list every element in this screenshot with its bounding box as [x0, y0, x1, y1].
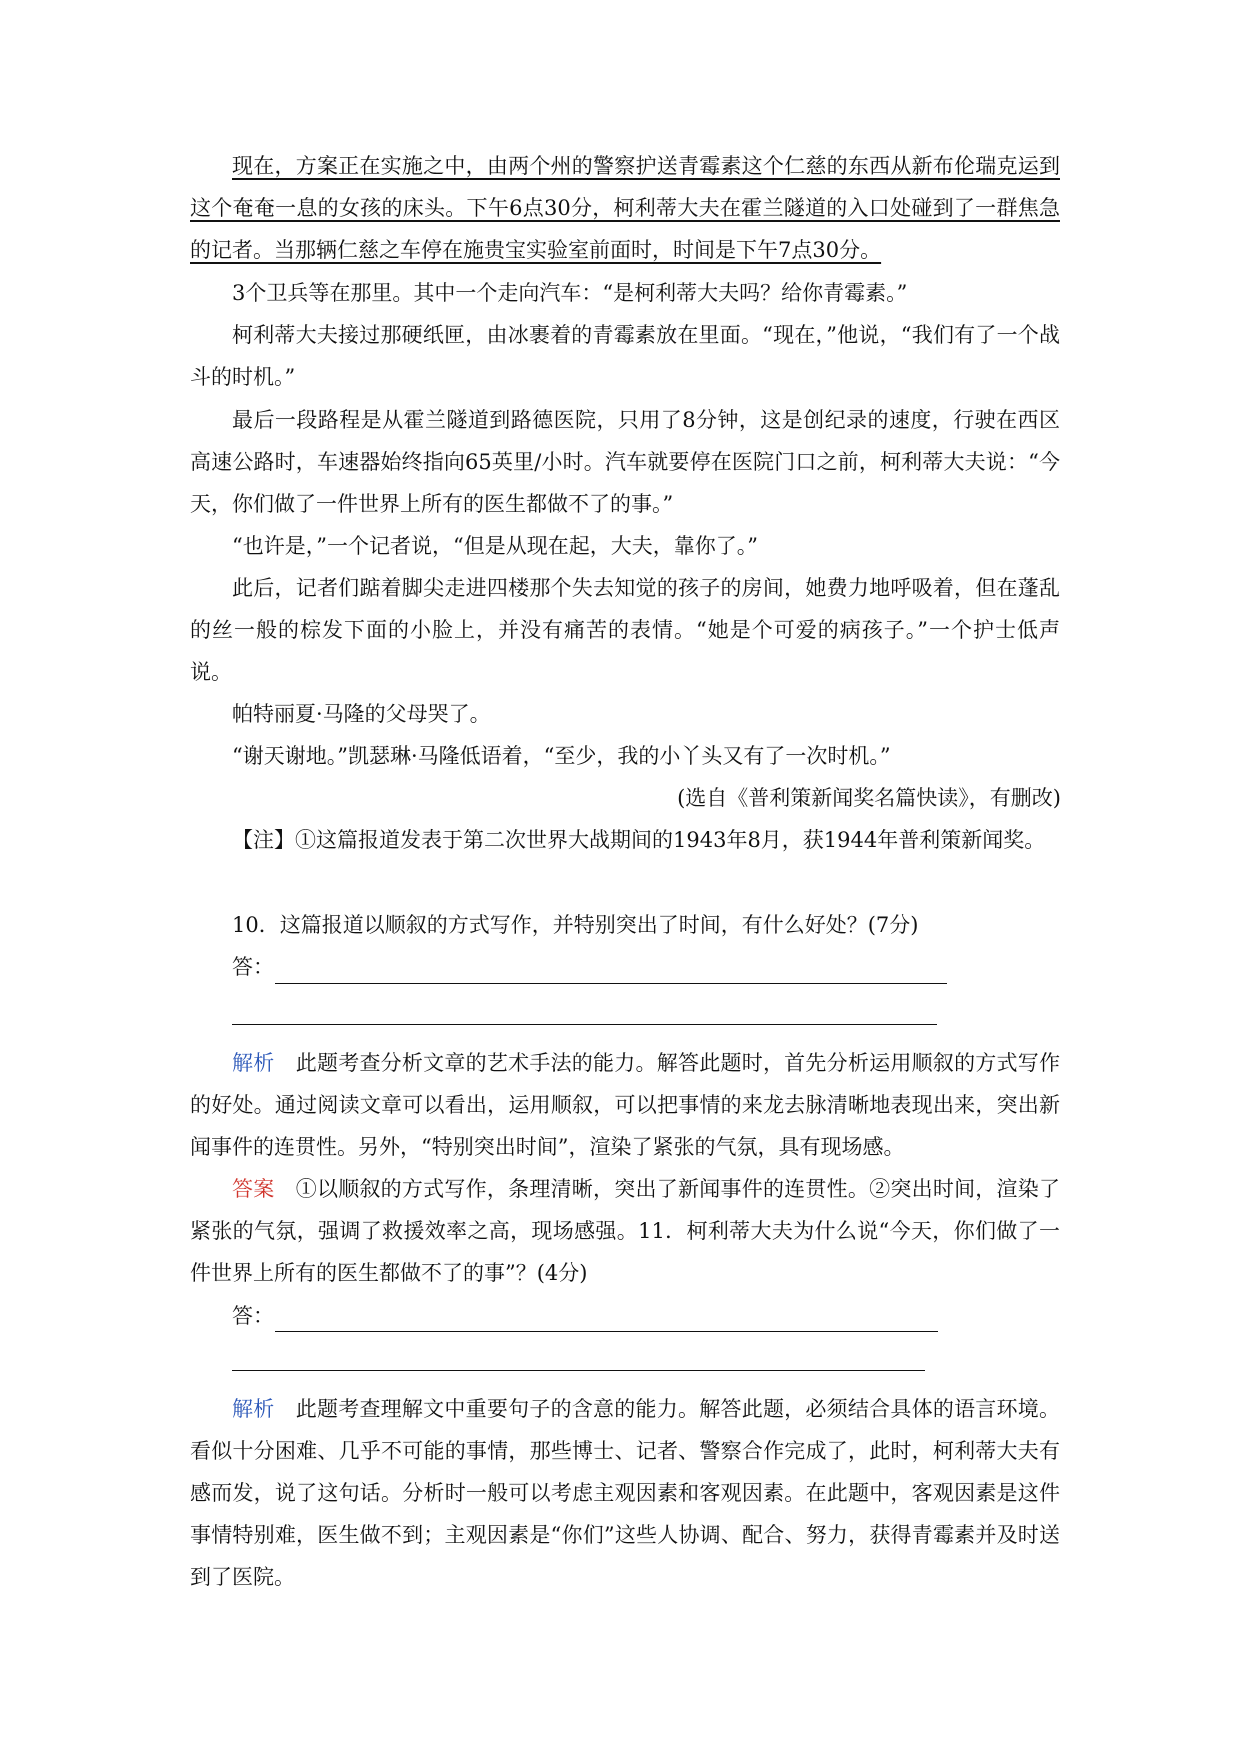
q10-answer-line-2[interactable] — [232, 1024, 937, 1025]
q11-answer-label: 答： — [232, 1304, 274, 1328]
passage-paragraph-2: 3个卫兵等在那里。其中一个走向汽车：“是柯利蒂大夫吗？给你青霉素。” — [232, 281, 908, 305]
passage-paragraph-7: 帕特丽夏·马隆的父母哭了。 — [232, 702, 491, 726]
q11-analysis — [190, 1388, 1060, 1598]
q11-analysis-text: 此题考查理解文中重要句子的含意的能力。解答此题，必须结合具体的语言环境。看似十分困难、几乎不可能的事情，那些博士、记者、警察合作完成了，此时，柯利蒂大夫有感而发，说了这句话。分析时一般可以考虑主观因素和客观因素。在此题中，客观因素是这件事情特别难，医生做不到；主观因素是“你们”这些人协调、配合、努力，获得青霉素并及时送到了医院。 — [190, 1397, 1061, 1589]
passage-source: (选自《普利策新闻奖名篇快读》，有删改) — [677, 786, 1061, 810]
q10-key-text: ①以顺叙的方式写作，条理清晰，突出了新闻事件的连贯性。②突出时间，渲染了紧张的气氛，强调了救援效率之高，现场感强。11．柯利蒂大夫为什么说“今天，你们做了一件世界上所有的医生都做不了的事”？(4分) — [190, 1177, 1061, 1285]
passage-paragraph-8: “谢天谢地。”凯瑟琳·马隆低语着，“至少，我的小丫头又有了一次时机。” — [232, 744, 891, 768]
passage-note — [190, 819, 1060, 861]
q11-answer-line-1[interactable] — [275, 1331, 938, 1332]
q10-analysis-label: 解析 — [232, 1051, 275, 1075]
q10-key-label: 答案 — [232, 1177, 275, 1201]
q10-question: 10．这篇报道以顺叙的方式写作，并特别突出了时间，有什么好处？(7分) — [232, 913, 919, 937]
q10-answer-line-1[interactable] — [275, 983, 947, 984]
passage-paragraph-5: “也许是，”一个记者说，“但是从现在起，大夫，靠你了。” — [232, 534, 758, 558]
q10-answer-label: 答： — [232, 955, 274, 979]
q10-analysis-text: 此题考查分析文章的艺术手法的能力。解答此题时，首先分析运用顺叙的方式写作的好处。通过阅读文章可以看出，运用顺叙，可以把事情的来龙去脉清晰地表现出来，突出新闻事件的连贯性。另外，“特别突出时间”，渲染了紧张的气氛，具有现场感。 — [190, 1051, 1061, 1159]
passage-paragraph-3: 柯利蒂大夫接过那硬纸匣，由冰裹着的青霉素放在里面。“现在，”他说，“我们有了一个战斗的时机。” — [190, 323, 1060, 389]
q10-analysis — [190, 1042, 1060, 1168]
note-label: 【注】 — [232, 828, 295, 852]
q11-analysis-label: 解析 — [232, 1397, 275, 1421]
passage-underlined-paragraph: 现在，方案正在实施之中，由两个州的警察护送青霉素这个仁慈的东西从新布伦瑞克运到这个奄奄一息的女孩的床头。下午6点30分，柯利蒂大夫在霍兰隧道的入口处碰到了一群焦急的记者。当那辆仁慈之车停在施贵宝实验室前面时，时间是下午7点30分。 — [190, 154, 1060, 262]
q11-answer-line-2[interactable] — [232, 1370, 925, 1371]
passage-paragraph-6: 此后，记者们踮着脚尖走进四楼那个失去知觉的孩子的房间，她费力地呼吸着，但在蓬乱的丝一般的棕发下面的小脸上，并没有痛苦的表情。“她是个可爱的病孩子。”一个护士低声说。 — [190, 576, 1060, 684]
passage-paragraph-4: 最后一段路程是从霍兰隧道到路德医院，只用了8分钟，这是创纪录的速度，行驶在西区高速公路时，车速器始终指向65英里/小时。汽车就要停在医院门口之前，柯利蒂大夫说：“今天，你们做了一件世界上所有的医生都做不了的事。” — [190, 408, 1060, 516]
note-text: ①这篇报道发表于第二次世界大战期间的1943年8月，获1944年普利策新闻奖。 — [295, 828, 1046, 852]
q10-key — [190, 1168, 1060, 1294]
